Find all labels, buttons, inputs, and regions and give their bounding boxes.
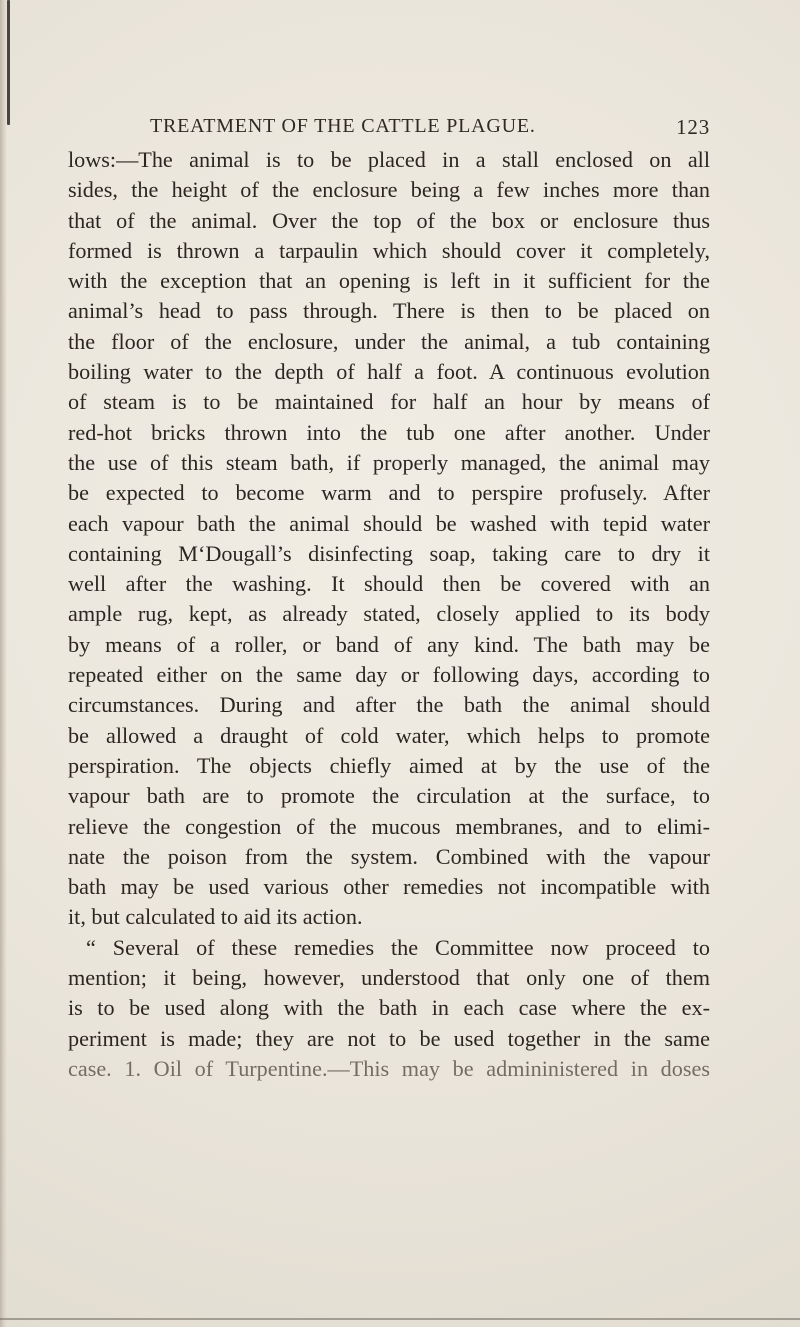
text-line: formed is thrown a tarpaulin which should cover it completely, [68, 237, 710, 263]
binding-shadow-line [7, 0, 10, 125]
body-text [68, 145, 710, 1084]
running-head [150, 115, 710, 145]
text-line: be expected to become warm and to perspire profusely. After [68, 480, 710, 506]
page-left-edge [0, 0, 7, 1327]
page-bottom-edge [0, 1318, 800, 1320]
text-line: of steam is to be maintained for half an hour by means of [68, 389, 710, 415]
running-title: TREATMENT OF THE CATTLE PLAGUE. [150, 115, 536, 137]
text-line: red-hot bricks thrown into the tub one after another. Under [68, 419, 710, 445]
text-line: sides, the height of the enclosure being a few inches more than [68, 177, 710, 203]
text-line: relieve the congestion of the mucous membranes, and to elimi- [68, 813, 710, 839]
text-line: perspiration. The objects chiefly aimed at by the use of the [68, 752, 710, 778]
text-line: repeated either on the same day or following days, according to [68, 662, 710, 688]
text-line: vapour bath are to promote the circulation at the surface, to [68, 783, 710, 809]
paragraph-end-line: it, but calculated to aid its action. [68, 904, 363, 930]
text-line: bath may be used various other remedies not incompatible with [68, 874, 710, 900]
paragraph-start-line: “ Several of these remedies the Committee now proceed to [86, 934, 710, 960]
text-line: well after the washing. It should then be covered with an [68, 571, 710, 597]
text-line: periment is made; they are not to be used together in the same [68, 1025, 710, 1051]
text-line: by means of a roller, or band of any kind. The bath may be [68, 631, 710, 657]
text-line: circumstances. During and after the bath the animal should [68, 692, 710, 718]
text-line: that of the animal. Over the top of the box or enclosure thus [68, 207, 710, 233]
text-line: each vapour bath the animal should be washed with tepid water [68, 510, 710, 536]
text-line: ample rug, kept, as already stated, closely applied to its body [68, 601, 710, 627]
text-line: is to be used along with the bath in each case where the ex- [68, 995, 710, 1021]
text-line: mention; it being, however, understood that only one of them [68, 965, 710, 991]
text-line: the floor of the enclosure, under the animal, a tub containing [68, 328, 710, 354]
text-line: nate the poison from the system. Combined with the vapour [68, 843, 710, 869]
text-line: animal’s head to pass through. There is then to be placed on [68, 298, 710, 324]
text-line: case. 1. Oil of Turpentine.—This may be admininistered in doses [68, 1055, 710, 1081]
text-line: lows:—The animal is to be placed in a stall enclosed on all [68, 147, 710, 172]
page-number: 123 [676, 115, 710, 139]
text-line: with the exception that an opening is left in it sufficient for the [68, 268, 710, 294]
text-line: be allowed a draught of cold water, which helps to promote [68, 722, 710, 748]
text-line: boiling water to the depth of half a foot. A continuous evolution [68, 359, 710, 385]
text-line: the use of this steam bath, if properly managed, the animal may [68, 449, 710, 475]
text-line: containing M‘Dougall’s disinfecting soap, taking care to dry it [68, 540, 710, 566]
